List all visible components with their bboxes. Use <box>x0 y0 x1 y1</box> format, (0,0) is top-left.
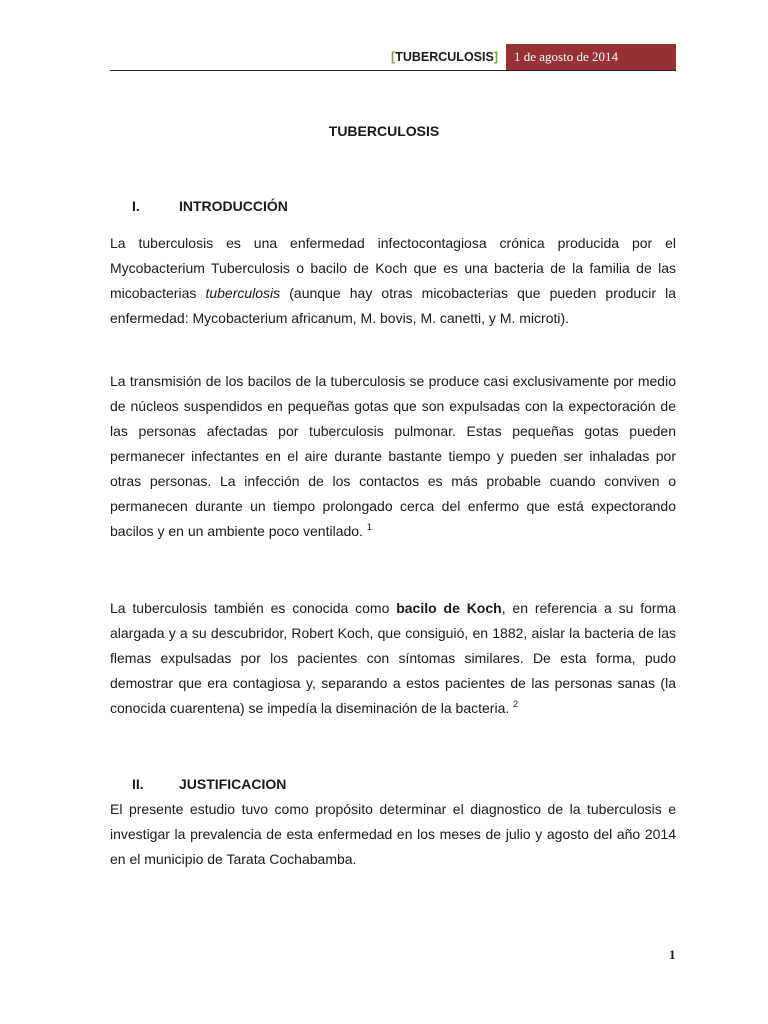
header-date: 1 de agosto de 2014 <box>506 44 676 70</box>
document-title: TUBERCULOSIS <box>328 123 440 139</box>
paragraph-text: La transmisión de los bacilos de la tuberculosis se produce casi exclusivamente por medio de núcleos suspendidos en pequeñas gotas que son expulsadas con la expectoración de las personas afectadas por tuberculosis pulmonar. Estas pequeñas gotas pueden permanecer infectantes en el aire durante bastante tiempo y pueden ser inhaladas por otras personas. La infección de los contactos es más probable cuando conviven o permanecen durante un tiempo prolongado cerca del enfermo que está expectorando bacilos y en un ambiente poco ventilado. <box>110 373 676 539</box>
paragraph-text: (aunque hay otras micobacterias que pueden producir la enfermedad: Mycobacterium africanum, M. bovis, M. canetti, y M. microti). <box>110 285 676 326</box>
header-bracket-open: [ <box>391 50 396 64</box>
section-heading-justificacion <box>132 776 286 792</box>
italic-term: tuberculosis <box>205 285 281 301</box>
paragraph-text: La tuberculosis es una enfermedad infectocontagiosa crónica producida por el Mycobacterium Tuberculosis o bacilo de Koch que es una bacteria de la familia de las micobacterias <box>110 235 676 301</box>
page-header <box>110 44 676 71</box>
intro-paragraph-3 <box>110 596 676 721</box>
section-title: INTRODUCCIÓN <box>179 198 288 214</box>
section-number: II. <box>132 776 144 792</box>
justification-paragraph <box>110 797 676 872</box>
section-title: JUSTIFICACION <box>179 776 287 792</box>
bold-term: bacilo de Koch <box>396 600 502 616</box>
footnote-ref: 2 <box>513 699 519 709</box>
section-number: I. <box>132 198 140 214</box>
footnote-ref: 1 <box>366 522 372 532</box>
intro-paragraph-1 <box>110 231 676 331</box>
paragraph-text: La tuberculosis también es conocida como <box>110 600 397 616</box>
intro-paragraph-2 <box>110 369 676 544</box>
header-title <box>391 50 498 64</box>
paragraph-text: , en referencia a su forma alargada y a su descubridor, Robert Koch, que consiguió, en 1882, aislar la bacteria de las flemas expulsadas por los pacientes con síntomas similares. De esta forma, pudo demostrar que era contagiosa y, separando a estos pacientes de las personas sanas (la conocida cuarentena) se impedía la diseminación de la bacteria. <box>110 600 676 716</box>
section-heading-introduccion <box>132 198 288 214</box>
paragraph-text: El presente estudio tuvo como propósito determinar el diagnostico de la tuberculosis e investigar la prevalencia de esta enfermedad en los meses de julio y agosto del año 2014 en el municipio de Tarata Cochabamba. <box>110 801 676 867</box>
page-number: 1 <box>669 947 676 962</box>
header-bracket-close: ] <box>493 50 498 64</box>
header-title-text: TUBERCULOSIS <box>395 50 494 64</box>
